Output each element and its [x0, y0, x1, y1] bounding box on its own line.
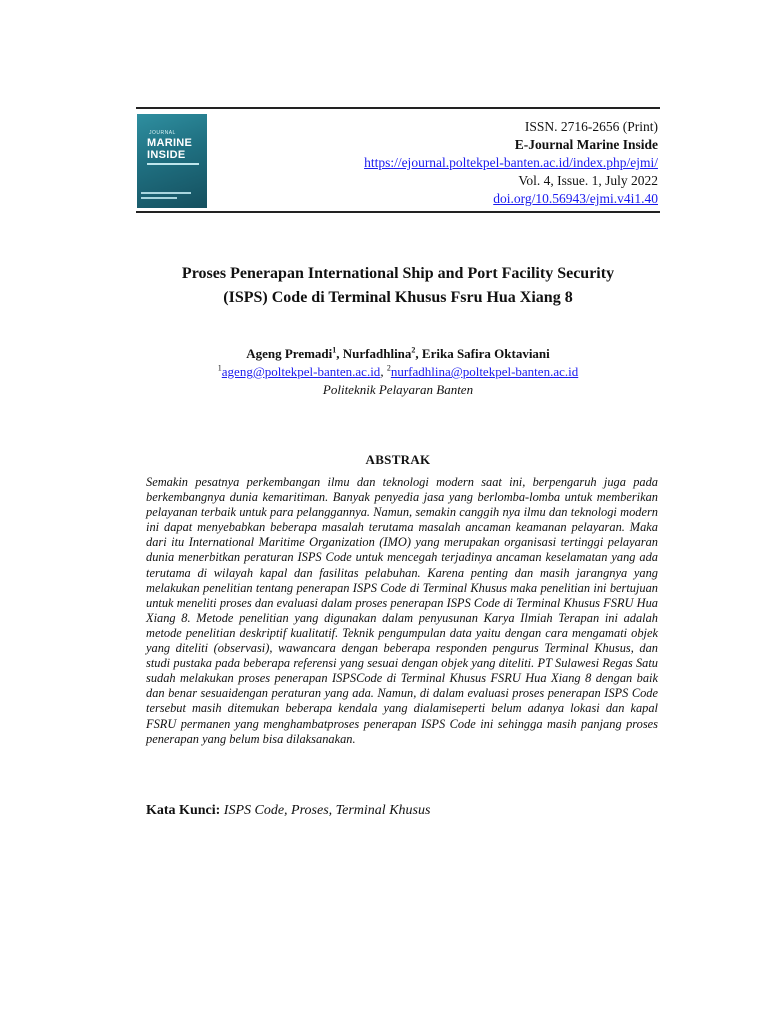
keywords-label: Kata Kunci:	[146, 803, 221, 818]
author-3: Erika Safira Oktaviani	[421, 346, 550, 361]
email-1-mark: 1	[217, 363, 222, 373]
cover-small-text: JOURNAL	[149, 130, 176, 136]
doi-link[interactable]: doi.org/10.56943/ejmi.v4i1.40	[493, 191, 658, 206]
author-2: Nurfadhlina	[342, 346, 412, 361]
cover-title-line1: MARINE	[147, 137, 193, 149]
title-line-1: Proses Penerapan International Ship and Port Facility Security	[181, 265, 615, 282]
cover-decor-bar	[147, 163, 199, 165]
issn: ISSN. 2716-2656 (Print)	[524, 119, 658, 134]
email-2-mark: 2	[386, 363, 391, 373]
email-1-link[interactable]: ageng@poltekpel-banten.ac.id	[221, 364, 381, 379]
author-1-affil-mark: 1	[332, 345, 337, 355]
cover-title-line2: INSIDE	[147, 149, 186, 161]
journal-cover-image	[137, 114, 207, 208]
cover-footer-bar-2	[141, 197, 177, 199]
cover-footer-bar	[141, 192, 191, 194]
journal-name: E-Journal Marine Inside	[514, 137, 658, 152]
author-separator: ,	[415, 346, 422, 361]
author-1: Ageng Premadi	[246, 346, 333, 361]
author-emails	[120, 363, 676, 381]
journal-header-info	[364, 118, 658, 208]
header-bottom-rule	[136, 211, 660, 213]
header-top-rule	[136, 107, 660, 109]
author-separator: ,	[336, 346, 343, 361]
email-separator: ,	[380, 364, 387, 379]
abstract-heading: ABSTRAK	[365, 452, 431, 467]
keywords-value: ISPS Code, Proses, Terminal Khusus	[220, 803, 431, 818]
keywords	[146, 802, 658, 820]
title-line-2: (ISPS) Code di Terminal Khusus Fsru Hua Xiang 8	[223, 289, 573, 306]
affiliation: Politeknik Pelayaran Banten	[322, 382, 474, 397]
journal-url-link[interactable]: https://ejournal.poltekpel-banten.ac.id/index.php/ejmi/	[364, 155, 658, 170]
author-2-affil-mark: 2	[411, 345, 416, 355]
volume-issue: Vol. 4, Issue. 1, July 2022	[518, 173, 658, 188]
article-title	[120, 262, 676, 310]
email-2-link[interactable]: nurfadhlina@poltekpel-banten.ac.id	[390, 364, 579, 379]
author-list	[120, 345, 676, 363]
abstract-body: Semakin pesatnya perkembangan ilmu dan teknologi modern saat ini, berpengaruh juga pada berkembangnya dunia kemaritiman. Banyak penyedia jasa yang berlomba-lomba untuk memberikan pelayanan terbaik untuk para pelanggannya. Namun, semakin canggih nya ilmu dan teknologi modern ini dapat menyebabkan beberapa masalah terutama masalah ancaman keamanan pelayaran. Maka dari itu International Maritime Organization (IMO) yang merupakan organisasi tertinggi pelayaran dunia menerbitkan peraturan ISPS Code untuk mencegah terjadinya ancaman keselamatan yang ada terutama di wilayah kapal dan fasilitas pelabuhan. Karena penting dan masih jarangnya yang melakukan penelitian tentang penerapan ISPS Code di Terminal Khusus maka penelitian ini bertujuan untuk meneliti proses dan evaluasi dalam proses penerapan ISPS Code di Terminal Khusus FSRU Hua Xiang 8. Metode penelitian yang digunakan dalam penyusunan Karya Ilmiah Terapan ini adalah metode penelitian deskriptif kualitatif. Teknik pengumpulan data yaitu dengan cara mengamati objek yang diteliti (observasi), wawancara dengan beberapa responden pengurus Terminal Khusus, dan studi pustaka pada beberapa referensi yang sesuai dengan objek yang diteliti. PT Sulawesi Regas Satu sudah melakukan proses penerapan ISPSCode di Terminal Khusus FSRU Hua Xiang 8 dengan baik dan benar sesuaidengan peraturan yang ada. Namun, di dalam evaluasi proses penerapan ISPS Code tersebut masih ditemukan beberapa kendala yang dialamiseperti belum adanya lokasi dan kapal FSRU permanen yang menghambatproses penerapan ISPS Code ini sehingga masih panjang proses penerapan yang belum bisa dilaksanakan.	[146, 475, 658, 746]
